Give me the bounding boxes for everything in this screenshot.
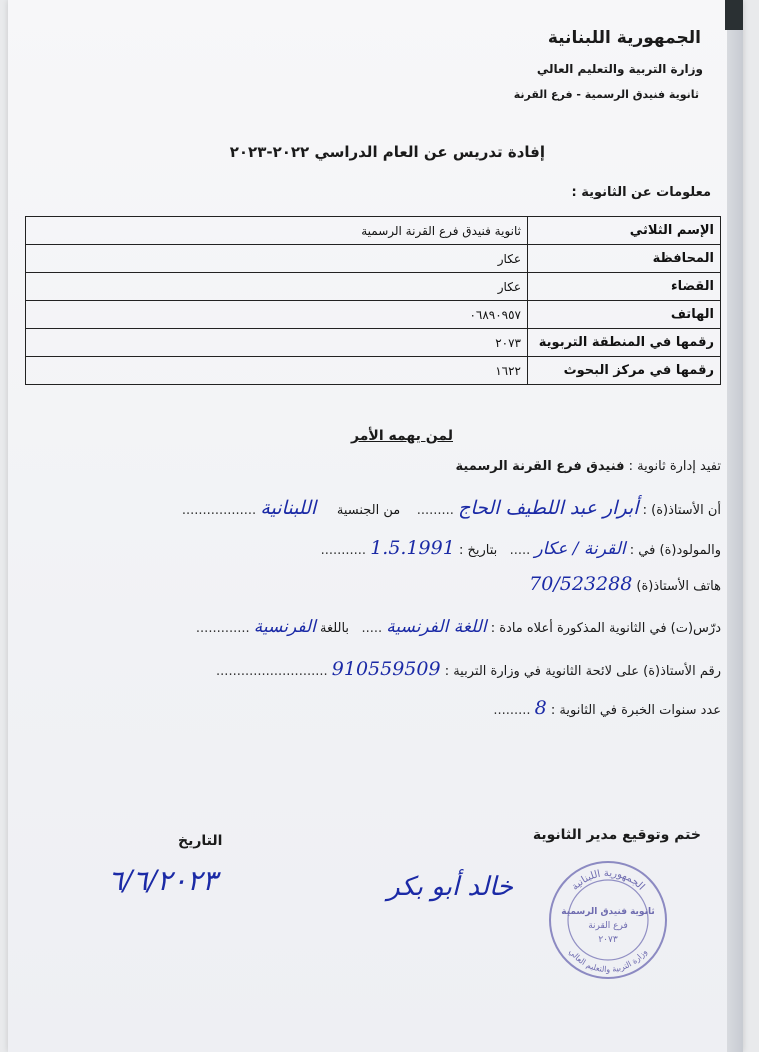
- table-row: [26, 329, 721, 357]
- experience-value: 8: [534, 697, 547, 719]
- row-label: الإسم الثلاثي: [528, 217, 721, 245]
- stamp-branch-text: فرع القرنة: [588, 921, 628, 931]
- signature-title: ختم وتوقيع مدير الثانوية: [532, 827, 701, 843]
- nationality-value: اللبنانية: [260, 497, 317, 519]
- date-value: ٦/٦/٢٠٢٣: [108, 864, 218, 897]
- phone-label: هاتف الأستاذ(ة): [636, 579, 721, 594]
- row-label: المحافظة: [528, 245, 721, 273]
- dots: .........: [416, 503, 454, 518]
- row-label: القضاء: [528, 273, 721, 301]
- document-page: [8, 0, 743, 1052]
- dots: .....: [509, 543, 531, 558]
- stamp-number-text: ٢٠٧٣: [598, 935, 618, 945]
- row-value: ٢٠٧٣: [26, 329, 528, 357]
- dots: .....: [361, 621, 383, 636]
- dots: ...........................: [216, 664, 328, 679]
- subject-line: [196, 617, 721, 637]
- row-value: عكار: [26, 273, 528, 301]
- header-republic: الجمهورية اللبنانية: [547, 28, 701, 48]
- subject-value: اللغة الفرنسية: [386, 617, 487, 637]
- row-label: رقمها في المنطقة التربوية: [528, 329, 721, 357]
- language-value: الفرنسية: [253, 617, 316, 637]
- birth-date-label: بتاريخ :: [458, 543, 498, 558]
- school-info-heading: معلومات عن الثانوية :: [571, 185, 711, 200]
- school-info-table: [25, 216, 721, 385]
- page-edge: [727, 30, 743, 1052]
- intro-line: [456, 459, 721, 474]
- intro-school: فنيدق فرع القرنة الرسمية: [455, 459, 625, 474]
- row-value: ١٦٢٢: [26, 357, 528, 385]
- nationality-label: من الجنسية: [336, 503, 401, 518]
- dots: ..................: [181, 503, 257, 518]
- birth-place: القرنة / عكار: [534, 539, 626, 559]
- stamp-top-text: الجمهورية اللبنانية: [569, 867, 647, 893]
- teacher-line: [182, 497, 721, 519]
- ministry-no-label: رقم الأستاذ(ة) على لائحة الثانوية في وزارة التربية :: [444, 664, 721, 679]
- stamp-school-text: ثانوية فنيدق الرسمية: [561, 907, 655, 917]
- experience-label: عدد سنوات الخبرة في الثانوية :: [550, 703, 721, 718]
- row-value: ثانوية فنيدق فرع القرنة الرسمية: [26, 217, 528, 245]
- taught-label: درّس(ت) في الثانوية المذكورة أعلاه مادة :: [490, 621, 721, 636]
- dots: .........: [493, 703, 531, 718]
- ministry-no-value: 910559509: [331, 658, 441, 680]
- teacher-label: أن الأستاذ(ة) :: [642, 503, 721, 518]
- table-row: [26, 301, 721, 329]
- stamp-bottom-text: وزارة التربية والتعليم العالي: [567, 947, 649, 975]
- school-stamp: [546, 858, 670, 982]
- table-row: [26, 217, 721, 245]
- header-school: ثانوية فنيدق الرسمية - فرع القرنة: [513, 88, 699, 101]
- row-label: رقمها في مركز البحوث: [528, 357, 721, 385]
- table-row: [26, 357, 721, 385]
- birth-date: 1.5.1991: [370, 537, 455, 559]
- header-ministry: وزارة التربية والتعليم العالي: [536, 62, 703, 76]
- birth-label: والمولود(ة) في :: [629, 543, 721, 558]
- row-value: عكار: [26, 245, 528, 273]
- row-label: الهاتف: [528, 301, 721, 329]
- intro-prefix: تفيد إدارة ثانوية :: [628, 459, 721, 474]
- page-edge-shadow: [725, 0, 743, 30]
- teacher-name: أبرار عبد اللطيف الحاج: [458, 497, 639, 519]
- language-label: باللغة: [319, 621, 350, 636]
- date-title: التاريخ: [178, 833, 223, 849]
- table-row: [26, 273, 721, 301]
- ministry-no-line: [216, 658, 721, 680]
- to-whom-heading: لمن يهمه الأمر: [351, 428, 453, 444]
- dots: ...........: [320, 543, 367, 558]
- document-title: إفادة تدريس عن العام الدراسي ٢٠٢٢-٢٠٢٣: [229, 143, 545, 161]
- experience-line: [493, 697, 721, 719]
- phone-line: [529, 573, 721, 595]
- birth-line: [321, 537, 721, 559]
- director-signature: خالد أبو بكر: [387, 872, 513, 902]
- dots: .............: [195, 621, 250, 636]
- phone-value: 70/523288: [529, 573, 633, 595]
- row-value: ٠٦٨٩٠٩٥٧: [26, 301, 528, 329]
- table-row: [26, 245, 721, 273]
